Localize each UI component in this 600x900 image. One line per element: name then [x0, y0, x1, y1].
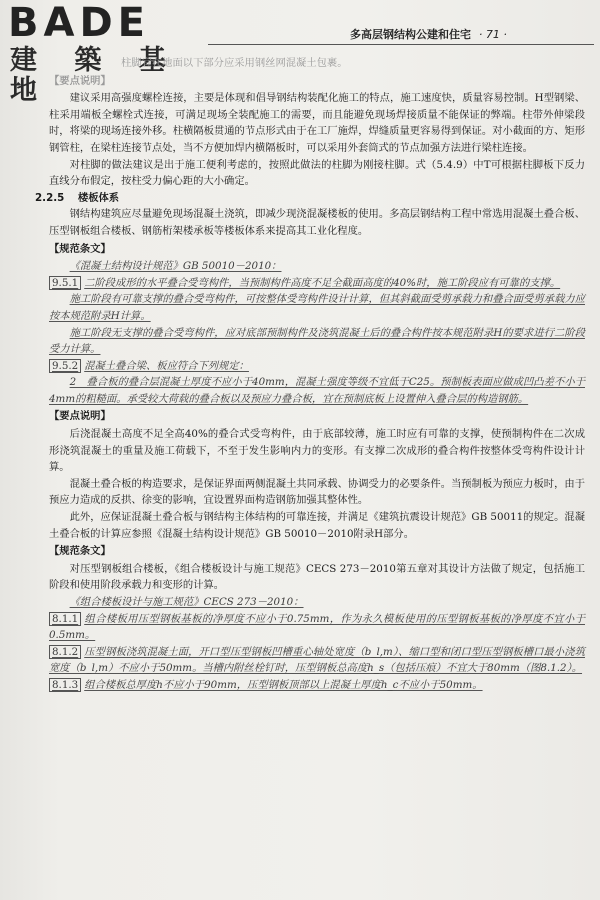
clause-number-9-5-2: 9.5.2	[49, 359, 81, 373]
clause-8-1-1	[49, 611, 585, 644]
code-reference-cecs273: 《组合楼板设计与施工规范》CECS 273－2010：	[69, 596, 304, 608]
clause-number-8-1-1: 8.1.1	[49, 612, 81, 626]
label-key-points-2: 【要点说明】	[49, 410, 111, 423]
clause-text-8-1-2: 压型钢板浇筑混凝土面，开口型压型钢板凹槽重心轴处宽度（b_l,m）、缩口型和闭口型压型钢板槽口最小浇筑宽度（b_l,m）不应小于50mm。当槽内附丝栓钉时，压型钢板总高度h_s（包括压痕）不宜大于80mm（图8.1.2）。	[49, 645, 585, 675]
page-body	[35, 55, 585, 694]
clause-text-9-5-2: 混凝土叠合梁、板应符合下列规定：	[84, 359, 249, 372]
paragraph-connection-requirement: 此外，应保证混凝土叠合板与钢结构主体结构的可靠连接，并满足《建筑抗震设计规范》GB 50011的规定。混凝土叠合板的计算应参照《混凝土结构设计规范》GB 50010－2010附录H部分。	[49, 511, 585, 540]
clause-text-8-1-1: 组合楼板用压型钢板基板的净厚度不应小于0.75mm，作为永久模板使用的压型钢板基板的净厚度不宜小于0.5mm。	[49, 612, 585, 642]
section-heading	[35, 190, 585, 207]
clause-8-1-2	[49, 644, 585, 677]
section-title: 楼板体系	[77, 191, 120, 204]
label-spec-clause-1: 【规范条文】	[49, 242, 111, 255]
clause-text-9-5-1: 二阶段成形的水平叠合受弯构件，当预制构件高度不足全截面高度的40%时，施工阶段应有可靠的支撑。	[84, 276, 561, 289]
clause-8-1-3	[49, 677, 585, 694]
paragraph-composite-slab-detail: 混凝土叠合板的构造要求，是保证界面两侧混凝土共同承载、协调受力的必要条件。当预制板为预应力板时，由于预应力造成的反拱、徐变的影响，宜设置界面构造钢筋加强其整体性。	[49, 477, 585, 507]
header-rule	[208, 44, 594, 45]
clause-9-5-2	[49, 358, 585, 375]
code-reference-gb50010: 《混凝土结构设计规范》GB 50010－2010：	[69, 260, 282, 273]
clause-9-5-1-c: 施工阶段无支撑的叠合受弯构件，应对底部预制构件及浇筑混凝土后的叠合构件按本规范附录H的要求进行二阶段受力计算。	[49, 326, 585, 356]
section-number: 2.2.5	[35, 191, 65, 204]
clause-9-5-1	[49, 275, 585, 292]
clause-number-8-1-2: 8.1.2	[49, 645, 81, 659]
logo-sub-text: 建 築 基 地	[10, 45, 180, 106]
clause-9-5-2-item-2: 2 叠合板的叠合层混凝土厚度不应小于40mm，混凝土强度等级不宜低于C25。预制板表面应做成凹凸差不小于4mm的粗糙面。承受较大荷载的叠合板以及预应力叠合板，宜在预制底板上设置伸入叠合层的构造钢筋。	[49, 376, 585, 405]
page-number: · 71 ·	[478, 28, 507, 41]
label-spec-clause-2: 【规范条文】	[49, 545, 111, 558]
running-header	[350, 26, 507, 42]
clause-number-9-5-1: 9.5.1	[49, 276, 81, 290]
paragraph-support-requirement: 后浇混凝土高度不足全高40%的叠合式受弯构件，由于底部较薄，施工时应有可靠的支撑，使预制构件在二次成形浇筑混凝土的重量及施工荷载下，不至于发生影响内力的变形。有支撑二次成形的叠合构件按整体受弯构件设计计算。	[49, 428, 585, 474]
paragraph-bolt-connection: 建议采用高强度螺栓连接，主要是体现和倡导钢结构装配化施工的特点，施工速度快，质量容易控制。H型钢梁、柱采用端板全螺栓式连接，可满足现场全装配施工的需要，而且能避免现场焊接质量不能保证的弊端。柱带外伸梁段时，将梁的现场连接外移。柱横隔板贯通的节点形式由于在工厂施焊，焊缝质量更容易得到保证。对小截面的方、矩形钢管柱，在梁柱连接节点处，当不方便加焊内横隔板时，可以采用外套筒式的节点加强方法进行梁柱连接。	[49, 92, 585, 154]
clause-number-8-1-3: 8.1.3	[49, 678, 81, 692]
logo-main-text: BADE	[8, 0, 150, 46]
paragraph-floor-systems: 钢结构建筑应尽量避免现场混凝土浇筑，即减少现浇混凝楼板的使用。多高层钢结构工程中常选用混凝土叠合板、压型钢板组合楼板、钢筋桁架楼承板等楼板体系来提高其工业化程度。	[49, 208, 585, 237]
book-title: 多高层钢结构公建和住宅	[350, 28, 471, 41]
clause-9-5-1-b: 施工阶段有可靠支撑的叠合受弯构件，可按整体受弯构件设计计算，但其斜截面受剪承载力和叠合面受剪承载力应按本规范附录H计算。	[49, 293, 585, 322]
label-key-points-1: 【要点说明】	[49, 74, 111, 87]
carryover-line: 柱脚宜在地面以下部分应采用钢丝网混凝土包裹。	[121, 57, 348, 69]
paragraph-column-base: 对柱脚的做法建议是出于施工便利考虑的，按照此做法的柱脚为刚接柱脚。式（5.4.9）中T可根据柱脚板下反力直线分布假定，按柱受力偏心距的大小确定。	[49, 158, 585, 188]
clause-text-8-1-3: 组合楼板总厚度h不应小于90mm，压型钢板顶部以上混凝土厚度h_c不应小于50mm。	[84, 678, 483, 691]
paragraph-profiled-deck: 对压型钢板组合楼板，《组合楼板设计与施工规范》CECS 273－2010第五章对其设计方法做了规定，包括施工阶段和使用阶段承载力和变形的计算。	[49, 562, 585, 592]
